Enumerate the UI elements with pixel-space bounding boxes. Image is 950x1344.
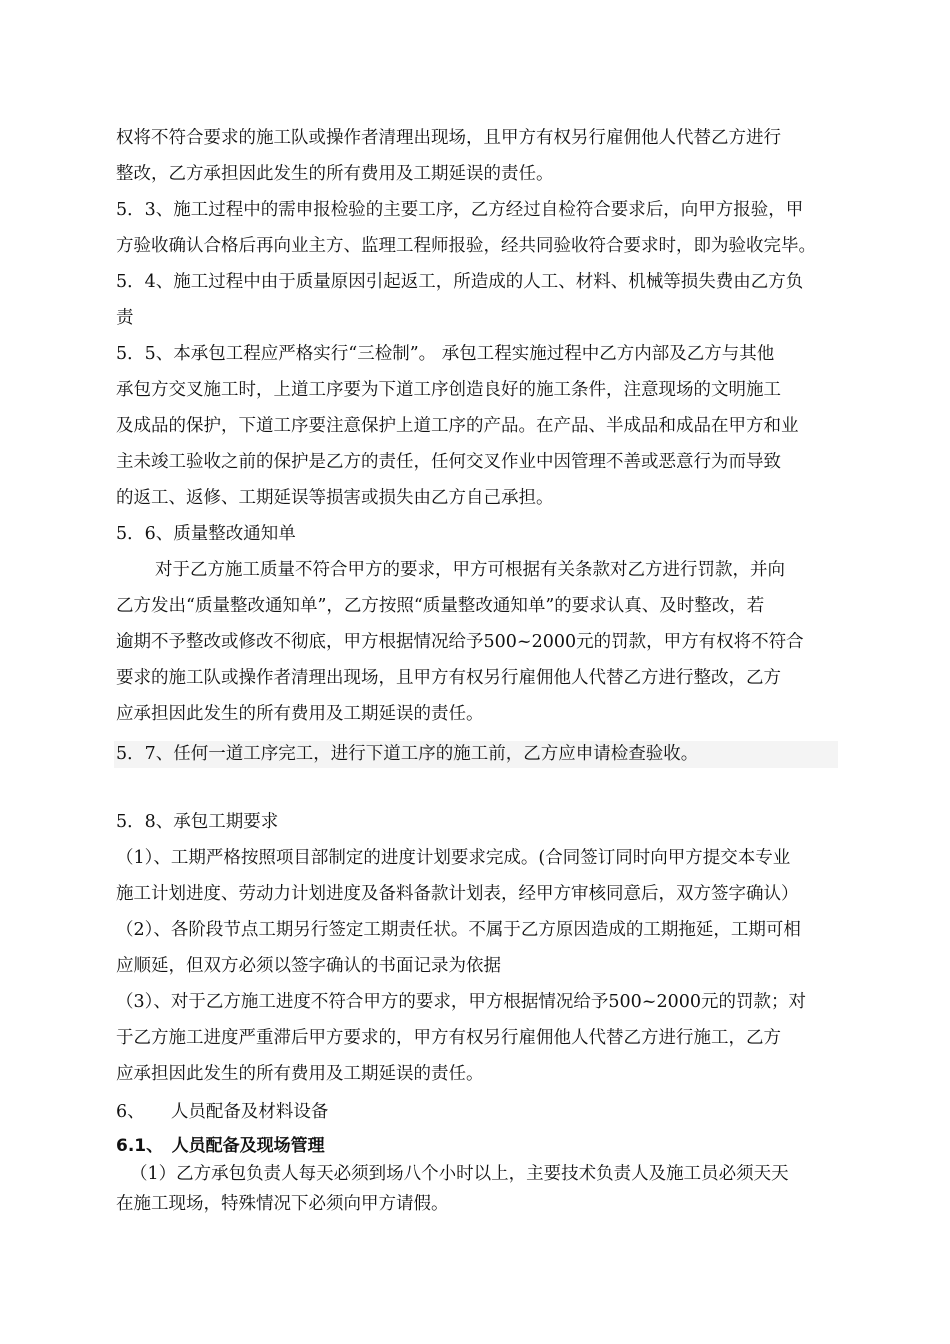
text-line: 逾期不予整改或修改不彻底，甲方根据情况给予500~2000元的罚款，甲方有权将不符合 bbox=[116, 632, 804, 652]
text-line: 承包方交叉施工时，上道工序要为下道工序创造良好的施工条件，注意现场的文明施工 bbox=[116, 380, 781, 400]
text-line: 在施工现场，特殊情况下必须向甲方请假。 bbox=[116, 1194, 449, 1214]
text-line: 于乙方施工进度严重滞后甲方要求的，甲方有权另行雇佣他人代替乙方进行施工，乙方 bbox=[116, 1028, 781, 1048]
text-line: 应承担因此发生的所有费用及工期延误的责任。 bbox=[116, 704, 484, 724]
text-line: 应承担因此发生的所有费用及工期延误的责任。 bbox=[116, 1064, 484, 1084]
text-line: 权将不符合要求的施工队或操作者清理出现场，且甲方有权另行雇佣他人代替乙方进行 bbox=[116, 128, 781, 148]
section-heading: 5．6、质量整改通知单 bbox=[116, 524, 296, 544]
text-line: 要求的施工队或操作者清理出现场，且甲方有权另行雇佣他人代替乙方进行整改，乙方 bbox=[116, 668, 781, 688]
text-line: 对于乙方施工质量不符合甲方的要求，甲方可根据有关条款对乙方进行罚款，并向 bbox=[155, 560, 785, 580]
text-line: 5．5、本承包工程应严格实行“三检制”。 承包工程实施过程中乙方内部及乙方与其他 bbox=[116, 344, 775, 364]
text-line: 乙方发出“质量整改通知单”，乙方按照“质量整改通知单”的要求认真、及时整改，若 bbox=[116, 596, 765, 616]
text-line: （2）、各阶段节点工期另行签定工期责任状。不属于乙方原因造成的工期拖延，工期可相 bbox=[116, 920, 801, 940]
text-line: （3）、对于乙方施工进度不符合甲方的要求，甲方根据情况给予500~2000元的罚款；对 bbox=[116, 992, 806, 1012]
text-line: 及成品的保护，下道工序要注意保护上道工序的产品。在产品、半成品和成品在甲方和业 bbox=[116, 416, 799, 436]
text-line: （1）乙方承包负责人每天必须到场八个小时以上，主要技术负责人及施工员必须天天 bbox=[130, 1164, 789, 1184]
section-heading: 5．8、承包工期要求 bbox=[116, 812, 279, 832]
text-line: 责 bbox=[116, 308, 134, 328]
text-line: （1）、工期严格按照项目部制定的进度计划要求完成。(合同签订同时向甲方提交本专业 bbox=[116, 848, 791, 868]
section-heading: 6、 人员配备及材料设备 bbox=[116, 1102, 329, 1122]
text-line: 方验收确认合格后再向业主方、监理工程师报验，经共同验收符合要求时，即为验收完毕。 bbox=[116, 236, 816, 256]
text-line: 5．3、施工过程中的需申报检验的主要工序，乙方经过自检符合要求后，向甲方报验，甲 bbox=[116, 200, 804, 220]
text-line: 整改，乙方承担因此发生的所有费用及工期延误的责任。 bbox=[116, 164, 554, 184]
text-line: 主未竣工验收之前的保护是乙方的责任，任何交叉作业中因管理不善或恶意行为而导致 bbox=[116, 452, 781, 472]
text-line: 5．4、施工过程中由于质量原因引起返工，所造成的人工、材料、机械等损失费由乙方负 bbox=[116, 272, 804, 292]
subsection-heading: 6.1、 人员配备及现场管理 bbox=[116, 1136, 325, 1156]
text-line: 施工计划进度、劳动力计划进度及备料备款计划表，经甲方审核同意后，双方签字确认） bbox=[116, 884, 799, 904]
text-line: 的返工、返修、工期延误等损害或损失由乙方自己承担。 bbox=[116, 488, 554, 508]
text-line: 应顺延，但双方必须以签字确认的书面记录为依据 bbox=[116, 956, 501, 976]
text-line: 5．7、任何一道工序完工，进行下道工序的施工前，乙方应申请检查验收。 bbox=[116, 744, 699, 764]
